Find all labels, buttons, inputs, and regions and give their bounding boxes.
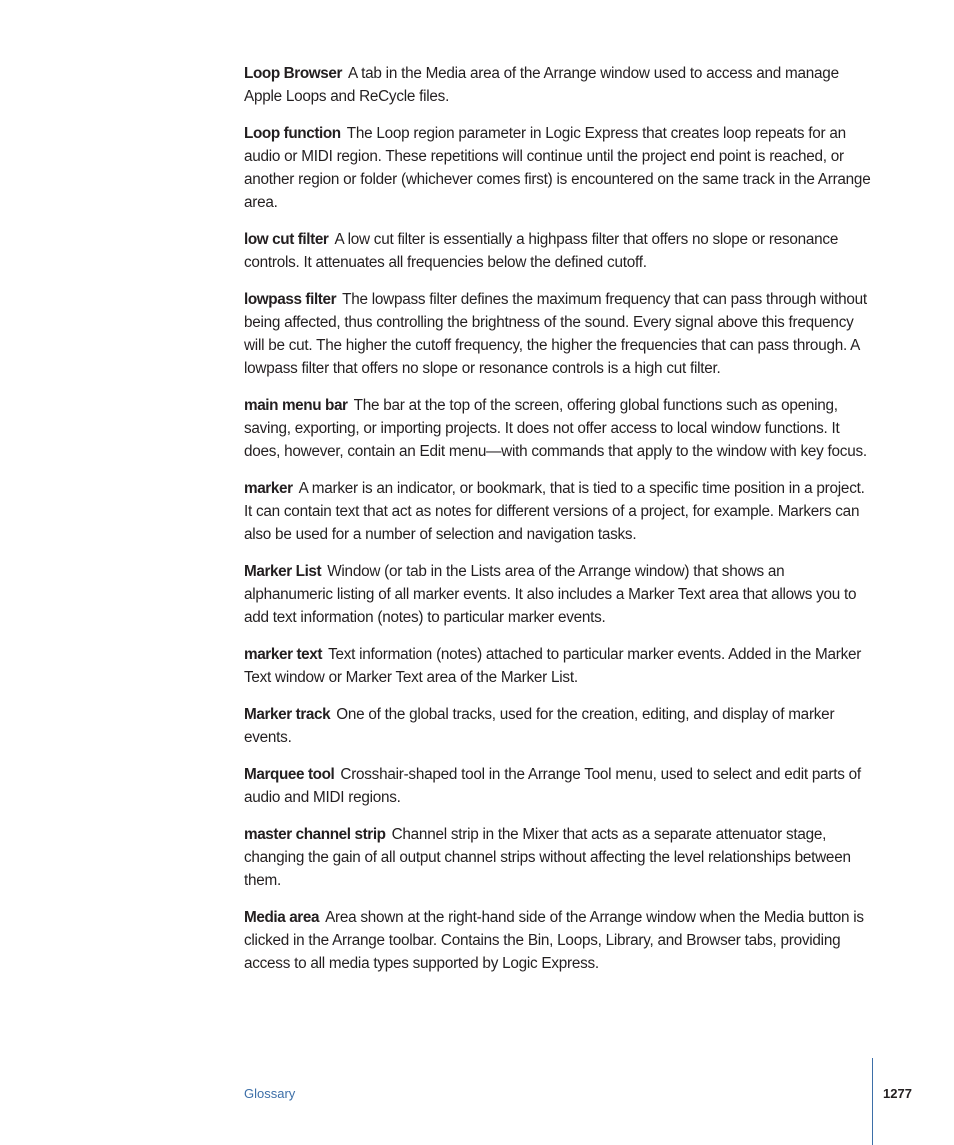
entry-definition: The Loop region parameter in Logic Express that creates loop repeats for an audio or MIDI region. These repetitions will continue until the project end point is reached, or another region or folder (whichever comes first) is encountered on the same track in the Arrange area.: [244, 125, 871, 211]
entry-term: marker text: [244, 646, 323, 663]
glossary-entries: [244, 62, 876, 989]
footer-section-label: Glossary: [244, 1086, 296, 1101]
entry-term: Media area: [244, 909, 320, 926]
glossary-entry: [244, 288, 876, 380]
glossary-entry: [244, 906, 876, 975]
glossary-entry: [244, 394, 876, 463]
entry-definition: The lowpass filter defines the maximum frequency that can pass through without being affected, thus controlling the brightness of the sound. Every signal above this frequency will be cut. The higher the cutoff frequency, the higher the frequencies that can pass through. A lowpass filter that offers no slope or resonance controls is a high cut filter.: [244, 291, 867, 377]
entry-definition: A tab in the Media area of the Arrange window used to access and manage Apple Loops and ReCycle files.: [244, 65, 839, 105]
entry-definition: A low cut filter is essentially a highpass filter that offers no slope or resonance controls. It attenuates all frequencies below the defined cutoff.: [244, 231, 839, 271]
entry-definition: Text information (notes) attached to particular marker events. Added in the Marker Text window or Marker Text area of the Marker List.: [244, 646, 862, 686]
entry-definition: One of the global tracks, used for the creation, editing, and display of marker events.: [244, 706, 835, 746]
entry-definition: Window (or tab in the Lists area of the Arrange window) that shows an alphanumeric listing of all marker events. It also includes a Marker Text area that allows you to add text information (notes) to particular marker events.: [244, 563, 857, 626]
entry-definition: Channel strip in the Mixer that acts as a separate attenuator stage, changing the gain of all output channel strips without affecting the level relationships between them.: [244, 826, 851, 889]
entry-definition: Area shown at the right-hand side of the Arrange window when the Media button is clicked in the Arrange toolbar. Contains the Bin, Loops, Library, and Browser tabs, providing access to all media types supported by Logic Express.: [244, 909, 864, 972]
glossary-entry: [244, 643, 876, 689]
entry-term: master channel strip: [244, 826, 386, 843]
page-number: 1277: [883, 1086, 912, 1101]
entry-term: marker: [244, 480, 293, 497]
glossary-entry: [244, 823, 876, 892]
glossary-entry: [244, 763, 876, 809]
entry-term: Loop Browser: [244, 65, 343, 82]
glossary-entry: [244, 477, 876, 546]
entry-term: Marker List: [244, 563, 322, 580]
entry-definition: The bar at the top of the screen, offering global functions such as opening, saving, exporting, or importing projects. It does not offer access to local window functions. It does, however, contain an Edit menu—with commands that apply to the window with key focus.: [244, 397, 867, 460]
entry-definition: A marker is an indicator, or bookmark, that is tied to a specific time position in a project. It can contain text that act as notes for different versions of a project, for example. Markers can also be used for a number of selection and navigation tasks.: [244, 480, 865, 543]
entry-term: Loop function: [244, 125, 341, 142]
glossary-entry: [244, 703, 876, 749]
glossary-entry: [244, 62, 876, 108]
entry-term: low cut filter: [244, 231, 329, 248]
footer-divider: [872, 1058, 873, 1145]
entry-term: lowpass filter: [244, 291, 337, 308]
entry-term: main menu bar: [244, 397, 348, 414]
glossary-entry: [244, 560, 876, 629]
entry-definition: Crosshair-shaped tool in the Arrange Tool menu, used to select and edit parts of audio and MIDI regions.: [244, 766, 861, 806]
entry-term: Marker track: [244, 706, 331, 723]
entry-term: Marquee tool: [244, 766, 335, 783]
glossary-entry: [244, 228, 876, 274]
glossary-entry: [244, 122, 876, 214]
